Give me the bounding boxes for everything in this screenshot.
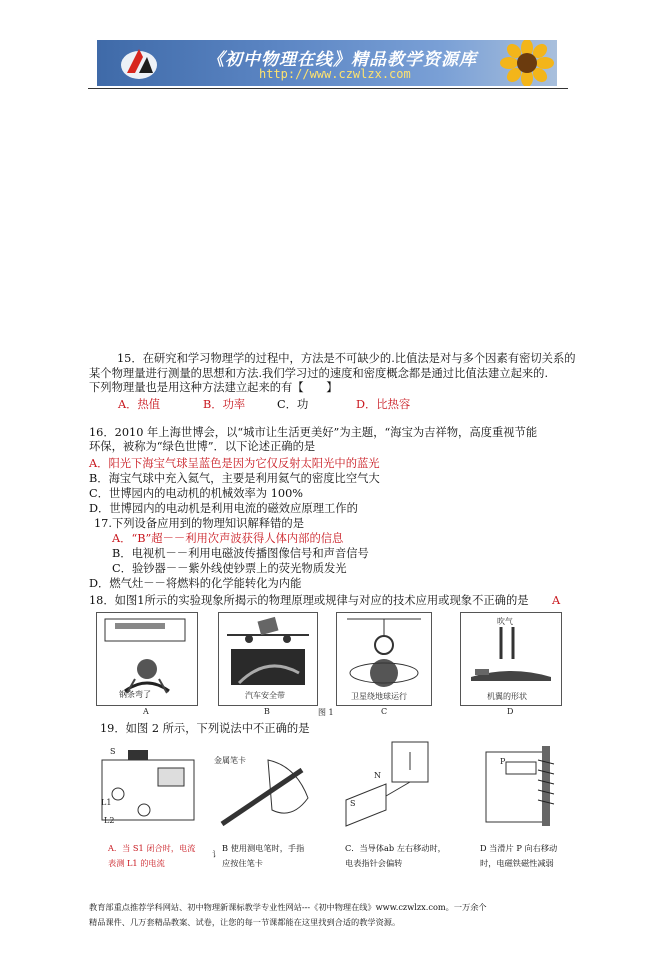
q17-option-d: D．燃气灶－－将燃料的化学能转化为内能 [89,577,302,590]
banner-title: 《初中物理在线》精品教学资源库 [207,50,477,70]
q16-option-b: B．海宝气球中充入氦气，主要是利用氦气的密度比空气大 [89,472,380,485]
q19-option-c-line1: C．当导体ab 左右移动时， [345,843,446,853]
q19-margin-note: 讠 [212,849,221,859]
q19-option-c-line2: 电表指针会偏转 [345,858,403,868]
fig2-label-s: S [110,747,116,756]
q19-option-d-line2: 时，电磁铁磁性减弱 [480,858,554,868]
fig1-caption-a: 钢条弯了 [119,690,151,699]
fig2-label-p: P [500,757,506,766]
header-banner [97,40,557,86]
q19-option-d-line1: D 当滑片 P 向右移动 [480,843,558,853]
fig1-letter-c: C [381,707,388,716]
q19-option-a-line1: A．当 S1 闭合时，电流 [108,843,196,853]
q15-option-d: D．比热容 [356,398,411,411]
fig1-panel-d [460,612,562,706]
q16-option-a: A．阳光下海宝气球呈蓝色是因为它仅反射太阳光中的蓝光 [89,457,380,470]
fig1-letter-d: D [507,707,514,716]
fig1-top-label-d: 吹气 [497,617,513,626]
fig1-caption-c: 卫星绕地球运行 [351,692,407,701]
q15-line1: 15．在研究和学习物理学的过程中，方法是不可缺少的.比值法是对与多个因素有密切关系的 [117,352,576,365]
q18-stem: 18．如图1所示的实验现象所揭示的物理原理或规律与对应的技术应用或现象不正确的是 [89,594,529,607]
q15-line2: 某个物理量进行测量的思想和方法.我们学习过的速度和密度概念都是通过比值法建立起来的. [89,367,549,380]
fig2-label-pen: 金属笔卡 [214,756,246,765]
q19-option-b-line1: B 使用测电笔时，手指 [222,843,305,853]
footer-line2: 精品课件、几万套精品教案、试卷，让您的每一节课都能在这里找到合适的教学资源。 [89,917,401,927]
q16-option-c: C．世博园内的电动机的机械效率为 100% [89,487,303,500]
q19-option-a-line2: 表测 L1 的电流 [108,858,165,868]
electromagnet-diagram-illustration [480,740,566,836]
q15-line3: 下列物理量也是用这种方法建立起来的有【 】 [89,381,338,394]
q16-line2: 环保，被称为“绿色世博”．以下论述正确的是 [89,440,316,453]
q17-option-c: C．验钞器－－紫外线使钞票上的荧光物质发光 [112,562,347,575]
q18-answer: A [552,594,561,607]
q17-option-b: B．电视机－－利用电磁波传播图像信号和声音信号 [112,547,369,560]
fig1-letter-a: A [143,707,149,716]
fig2-label-l2: L2 [104,816,115,825]
fig1-panel-b [218,612,318,706]
footer-line1: 教育部重点推荐学科网站、初中物理新课标教学专业性网站---《初中物理在线》www.czwlzx.com。一万余个 [89,902,487,912]
q15-option-c: C．功 [277,398,309,411]
fig1-label: 图 1 [318,708,334,717]
q16-option-d: D．世博园内的电动机是利用电流的磁效应原理工作的 [89,502,358,515]
induction-diagram-illustration [336,740,442,836]
q16-line1: 16．2010 年上海世博会，以“城市让生活更美好”为主题，“海宝为吉祥物，高度重视节能 [89,426,538,439]
q15-option-a: A．热值 [118,398,161,411]
fig1-caption-b: 汽车安全带 [245,691,285,700]
fig2-label-n: N [374,771,381,780]
fig2-label-s2: S [350,799,356,808]
banner-url: http://www.czwlzx.com [259,67,411,81]
logo-icon [117,43,161,83]
q19-stem: 19．如图 2 所示，下列说法中不正确的是 [100,722,310,735]
fig1-caption-d: 机翼的形状 [487,692,527,701]
sunflower-icon [497,40,557,86]
header-rule [88,88,568,89]
q15-option-b: B．功率 [203,398,246,411]
q17-stem: 17.下列设备应用到的物理知识解释错的是 [94,517,305,530]
fig1-panel-c [336,612,432,706]
q19-option-b-line2: 应按住笔卡 [222,858,263,868]
fig2-label-l1: L1 [101,798,112,807]
q17-option-a: A．“B”超－－利用次声波获得人体内部的信息 [112,532,344,545]
fig1-letter-b: B [264,707,270,716]
fig1-panel-a [96,612,198,706]
